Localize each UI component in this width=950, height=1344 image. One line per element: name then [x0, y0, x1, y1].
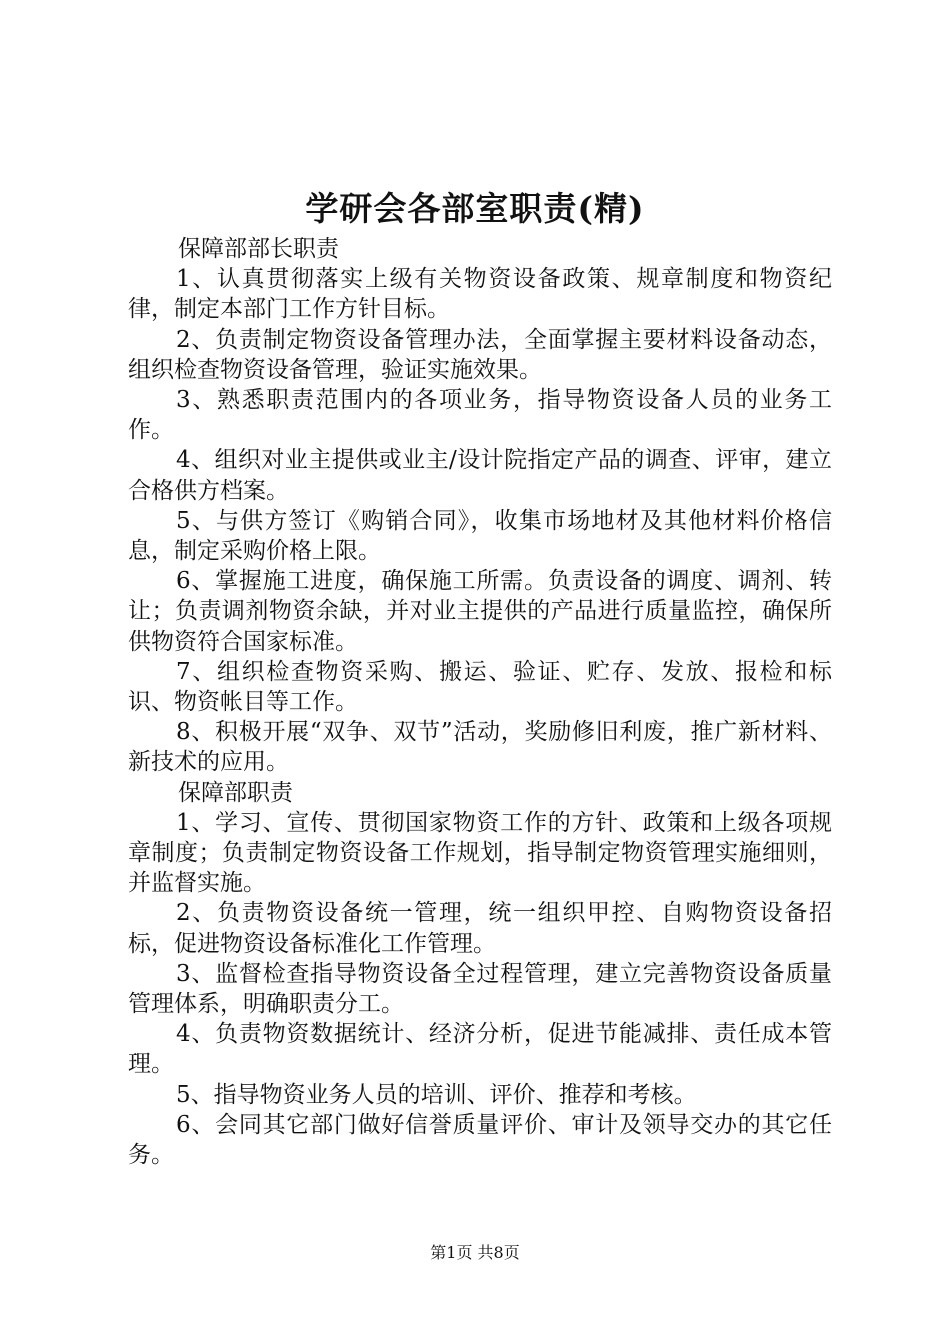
page-number-footer: 第1页 共8页 [430, 1243, 520, 1262]
document-body [128, 234, 832, 1170]
paragraph: 3、监督检查指导物资设备全过程管理，建立完善物资设备质量管理体系，明确职责分工。 [128, 960, 832, 1018]
paragraph: 6、掌握施工进度，确保施工所需。负责设备的调度、调剂、转让；负责调剂物资余缺，并对业主提供的产品进行质量监控，确保所供物资符合国家标准。 [128, 568, 832, 655]
document-title: 学研会各部室职责(精) [305, 189, 645, 228]
paragraph: 3、熟悉职责范围内的各项业务，指导物资设备人员的业务工作。 [128, 387, 832, 444]
paragraph: 4、组织对业主提供或业主/设计院指定产品的调查、评审，建立合格供方档案。 [128, 447, 832, 504]
paragraph: 1、认真贯彻落实上级有关物资设备政策、规章制度和物资纪律，制定本部门工作方针目标。 [128, 266, 832, 323]
paragraph: 5、指导物资业务人员的培训、评价、推荐和考核。 [176, 1081, 697, 1108]
paragraph: 8、积极开展“双争、双节”活动，奖励修旧利废，推广新材料、新技术的应用。 [128, 719, 832, 776]
paragraph: 5、与供方签订《购销合同》，收集市场地材及其他材料价格信息，制定采购价格上限。 [128, 507, 832, 565]
paragraph: 2、负责制定物资设备管理办法，全面掌握主要材料设备动态，组织检查物资设备管理，验证实施效果。 [128, 326, 832, 383]
paragraph: 1、学习、宣传、贯彻国家物资工作的方针、政策和上级各项规章制度；负责制定物资设备工作规划，指导制定物资管理实施细则，并监督实施。 [128, 809, 832, 897]
paragraph: 6、会同其它部门做好信誉质量评价、审计及领导交办的其它任务。 [128, 1111, 832, 1169]
section-heading: 保障部部长职责 [178, 236, 339, 262]
paragraph: 7、组织检查物资采购、搬运、验证、贮存、发放、报检和标识、物资帐目等工作。 [128, 658, 832, 716]
paragraph: 2、负责物资设备统一管理，统一组织甲控、自购物资设备招标，促进物资设备标准化工作管理。 [128, 900, 832, 957]
paragraph: 4、负责物资数据统计、经济分析，促进节能减排、责任成本管理。 [128, 1021, 832, 1078]
section-heading: 保障部职责 [178, 779, 293, 806]
